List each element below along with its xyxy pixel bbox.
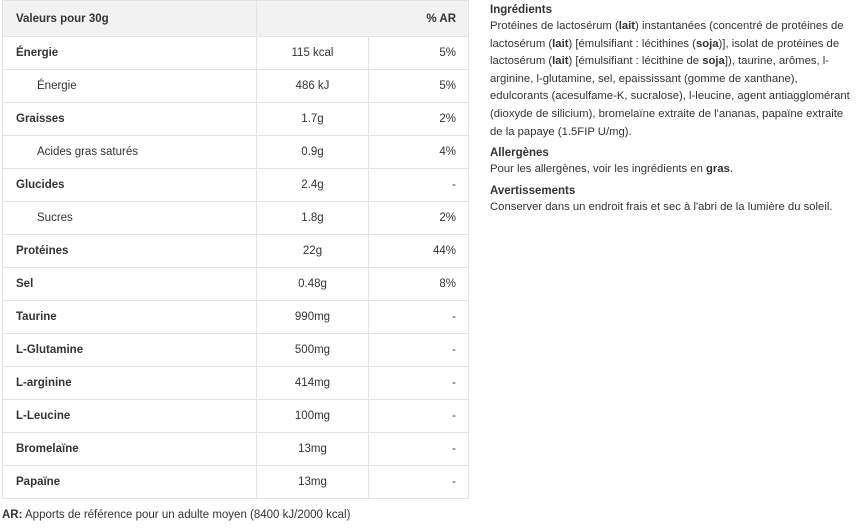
allergens-section: [490, 146, 858, 179]
nutrient-amount: 486 kJ: [257, 70, 369, 103]
nutrient-amount: 500mg: [257, 334, 369, 367]
nutrient-amount: 115 kcal: [257, 37, 369, 70]
nutrient-reference-intake: -: [369, 301, 469, 334]
footnote-text: Apports de référence pour un adulte moyen (8400 kJ/2000 kcal): [22, 509, 351, 521]
nutrient-name: Bromelaïne: [3, 433, 257, 466]
nutrient-name: L-arginine: [3, 367, 257, 400]
header-reference-intake: % AR: [369, 1, 469, 37]
nutrient-reference-intake: 44%: [369, 235, 469, 268]
ingredients-section: [490, 3, 858, 141]
allergen-highlight: lait: [552, 55, 569, 68]
nutrient-amount: 13mg: [257, 433, 369, 466]
nutrition-row: [3, 235, 469, 268]
nutrient-name: Sel: [3, 268, 257, 301]
nutrient-reference-intake: -: [369, 169, 469, 202]
nutrient-name: Papaïne: [3, 466, 257, 499]
text-segment: ) instantanées (concentré de protéines de lactosérum (: [490, 20, 844, 50]
nutrient-name: L-Glutamine: [3, 334, 257, 367]
warnings-section: [490, 184, 858, 217]
nutrient-reference-intake: -: [369, 334, 469, 367]
allergen-highlight: lait: [552, 37, 569, 50]
ingredients-title: Ingrédients: [490, 4, 552, 16]
nutrition-row: [3, 169, 469, 202]
nutrition-row: [3, 400, 469, 433]
nutrient-reference-intake: 5%: [369, 70, 469, 103]
allergen-highlight: lait: [618, 20, 636, 32]
nutrient-reference-intake: 8%: [369, 268, 469, 301]
nutrient-amount: 2.4g: [257, 169, 369, 202]
nutrient-name: Sucres: [3, 202, 257, 235]
nutrient-reference-intake: 2%: [369, 103, 469, 136]
nutrient-reference-intake: -: [369, 367, 469, 400]
header-amount: [257, 1, 369, 37]
footnote-label: AR:: [2, 509, 23, 521]
allergens-title: Allergènes: [490, 147, 549, 160]
nutrient-name: L-Leucine: [3, 400, 257, 433]
nutrition-row: [3, 466, 469, 499]
nutrition-row: [3, 433, 469, 466]
nutrition-row: [3, 136, 469, 169]
nutrient-amount: 1.7g: [257, 103, 369, 136]
nutrition-table-header: [3, 1, 469, 37]
allergen-highlight: soja: [695, 37, 719, 50]
nutrient-reference-intake: 5%: [369, 37, 469, 70]
nutrient-name: Glucides: [3, 169, 257, 202]
nutrient-amount: 1.8g: [257, 202, 369, 235]
nutrient-amount: 100mg: [257, 400, 369, 433]
product-info-panel: [490, 3, 858, 221]
warnings-text: Conserver dans un endroit frais et sec à l'abri de la lumière du soleil.: [490, 200, 833, 213]
nutrient-amount: 990mg: [257, 301, 369, 334]
text-segment: ) [émulsifiant : lécithines (: [568, 37, 696, 50]
nutrient-reference-intake: 2%: [369, 202, 469, 235]
nutrient-reference-intake: 4%: [369, 136, 469, 169]
nutrition-row: [3, 37, 469, 70]
nutrition-row: [3, 103, 469, 136]
allergen-highlight: gras: [706, 163, 730, 176]
nutrient-name: Énergie: [3, 37, 257, 70]
header-values-per-serving: Valeurs pour 30g: [3, 1, 257, 37]
text-segment: ]), taurine, arômes, l-arginine, l-glutamine, sel, epaississant (gomme de xanthane), edulcorants (acesulfame-K, sucralose), l-leucine, agent antiagglomérant (dioxyde de silicium), bromelaïne extraite de l'ananas, papaïne extraite de la papaye (1.5FIP U/mg).: [490, 55, 850, 138]
allergens-text: [490, 161, 858, 179]
nutrient-name: Graisses: [3, 103, 257, 136]
nutrient-amount: 0.48g: [257, 268, 369, 301]
nutrition-row: [3, 202, 469, 235]
nutrition-row: [3, 70, 469, 103]
nutrient-name: Taurine: [3, 301, 257, 334]
nutrient-name: Protéines: [3, 235, 257, 268]
nutrition-table-body: [3, 37, 469, 499]
text-segment: Pour les allergènes, voir les ingrédients en: [490, 163, 707, 176]
nutrition-row: [3, 301, 469, 334]
nutrient-reference-intake: -: [369, 466, 469, 499]
text-segment: Protéines de lactosérum (: [490, 20, 619, 32]
nutrient-name: Acides gras saturés: [3, 136, 257, 169]
reference-intake-footnote: [2, 509, 350, 521]
nutrition-row: [3, 268, 469, 301]
nutrient-reference-intake: -: [369, 433, 469, 466]
nutrient-name: Énergie: [3, 70, 257, 103]
text-segment: .: [729, 163, 734, 176]
nutrient-amount: 414mg: [257, 367, 369, 400]
allergen-highlight: soja: [702, 55, 725, 68]
text-segment: ) [émulsifiant : lécithine de: [568, 55, 703, 68]
ingredients-text: [490, 18, 858, 141]
nutrition-row: [3, 367, 469, 400]
nutrient-reference-intake: -: [369, 400, 469, 433]
text-segment: )], isolat de protéines de lactosérum (: [490, 37, 840, 68]
nutrient-amount: 13mg: [257, 466, 369, 499]
nutrient-amount: 22g: [257, 235, 369, 268]
warnings-title: Avertissements: [490, 184, 576, 197]
nutrient-amount: 0.9g: [257, 136, 369, 169]
nutrition-table: [2, 0, 469, 499]
nutrition-row: [3, 334, 469, 367]
